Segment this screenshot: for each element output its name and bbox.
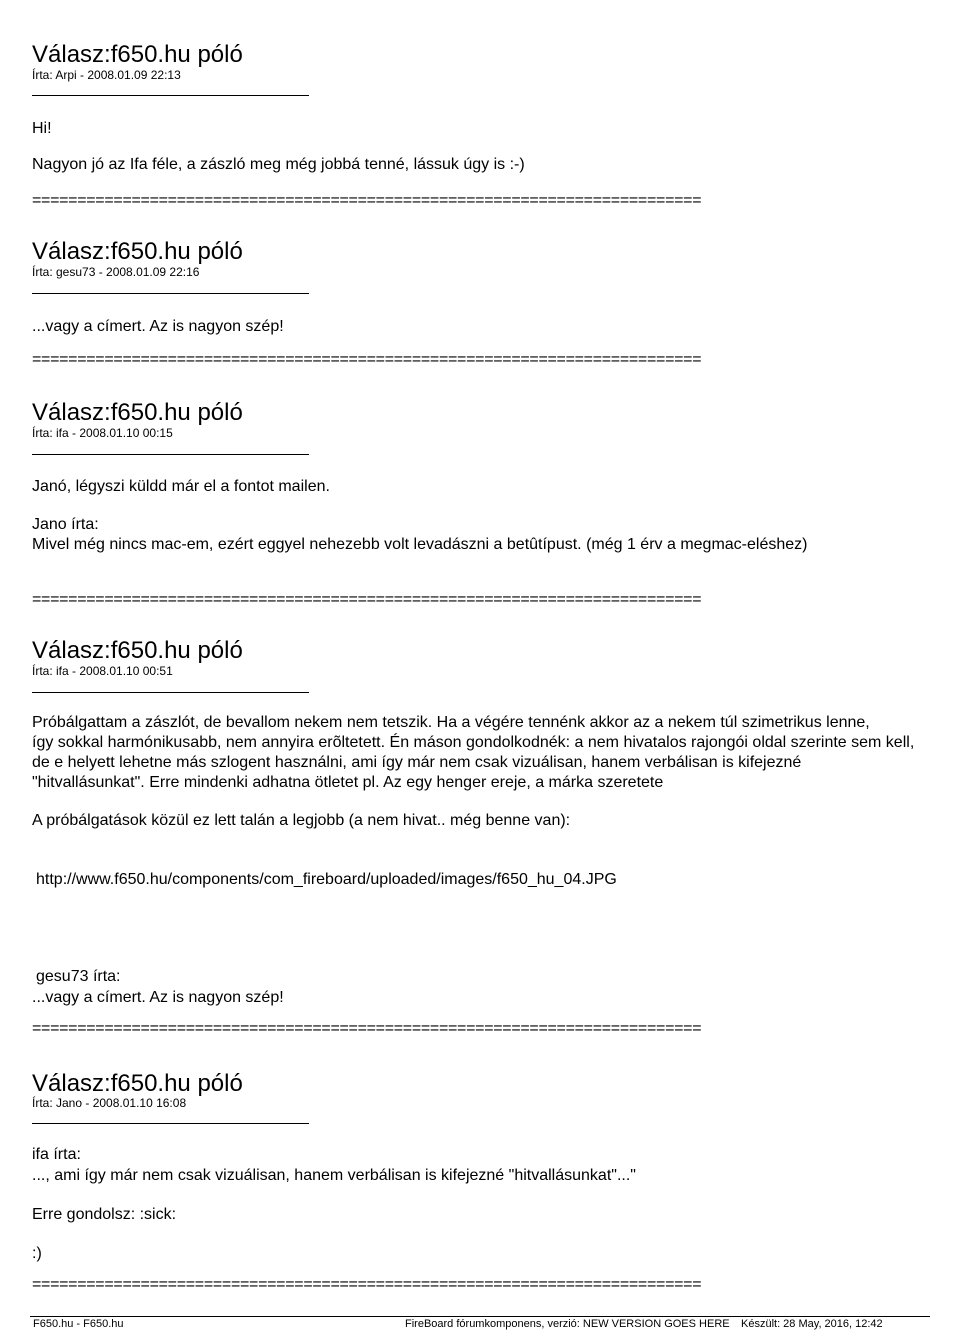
post-meta: Írta: gesu73 - 2008.01.09 22:16 [32, 265, 200, 279]
post-line: ..., ami így már nem csak vizuálisan, hanem verbálisan is kifejezné "hitvallásunkat"..." [32, 1167, 636, 1184]
post-separator: ========================================================================== [32, 591, 702, 608]
post-divider [32, 454, 309, 455]
quote-author: ifa írta: [32, 1146, 81, 1163]
footer-site: F650.hu - F650.hu [33, 1318, 124, 1330]
post-line: Janó, légyszi küldd már el a fontot mailen. [32, 478, 330, 495]
post-divider [32, 692, 309, 693]
footer-component: FireBoard fórumkomponens, verzió: NEW VERSION GOES HERE [405, 1318, 730, 1330]
footer-generated: Készült: 28 May, 2016, 12:42 [741, 1318, 883, 1330]
quote-author: Jano írta: [32, 516, 99, 533]
post-separator: ========================================================================== [32, 1020, 702, 1037]
post-divider [32, 1123, 309, 1124]
post-line: Mivel még nincs mac-em, ezért eggyel nehezebb volt levadászni a betûtípust. (még 1 érv a megmac-eléshez) [32, 536, 808, 553]
post-separator: ========================================================================== [32, 1276, 702, 1293]
post-line: Próbálgattam a zászlót, de bevallom nekem nem tetszik. Ha a végére tennénk akkor az a nekem túl szimetrikus lenne, [32, 714, 870, 731]
post-title: Válasz:f650.hu póló [32, 1070, 243, 1097]
post-title: Válasz:f650.hu póló [32, 238, 243, 265]
post-title: Válasz:f650.hu póló [32, 399, 243, 426]
post-divider [32, 95, 309, 96]
post-meta: Írta: ifa - 2008.01.10 00:15 [32, 426, 173, 440]
post-line: ...vagy a címert. Az is nagyon szép! [32, 318, 284, 335]
post-separator: ========================================================================== [32, 192, 702, 209]
post-separator: ========================================================================== [32, 351, 702, 368]
post-line: így sokkal harmónikusabb, nem annyira erõltetett. Én máson gondolkodnék: a nem hivatalos rajongói oldal szerinte sem kell, [32, 734, 915, 751]
post-meta: Írta: Arpi - 2008.01.09 22:13 [32, 68, 181, 82]
quote-author: gesu73 írta: [36, 968, 121, 985]
image-link[interactable]: http://www.f650.hu/components/com_fireboard/uploaded/images/f650_hu_04.JPG [36, 871, 617, 888]
post-line: A próbálgatások közül ez lett talán a legjobb (a nem hivat.. még benne van): [32, 812, 571, 829]
post-line: Hi! [32, 120, 52, 137]
post-line: Erre gondolsz: :sick: [32, 1206, 177, 1223]
post-meta: Írta: Jano - 2008.01.10 16:08 [32, 1096, 187, 1110]
post-line: ...vagy a címert. Az is nagyon szép! [32, 989, 284, 1006]
post-meta: Írta: ifa - 2008.01.10 00:51 [32, 664, 173, 678]
footer-divider [30, 1316, 930, 1317]
post-line: "hitvallásunkat". Erre mindenki adhatna ötletet pl. Az egy henger ereje, a márka szeretete [32, 774, 664, 791]
post-line: Nagyon jó az Ifa féle, a zászló meg még jobbá tenné, lássuk úgy is :-) [32, 156, 525, 173]
post-line: de e helyett lehetne más szlogent használni, ami így már nem csak vizuálisan, hanem verbálisan is kifejezné [32, 754, 802, 771]
post-title: Válasz:f650.hu póló [32, 637, 243, 664]
post-title: Válasz:f650.hu póló [32, 41, 243, 68]
post-divider [32, 293, 309, 294]
post-line: :) [32, 1245, 42, 1262]
